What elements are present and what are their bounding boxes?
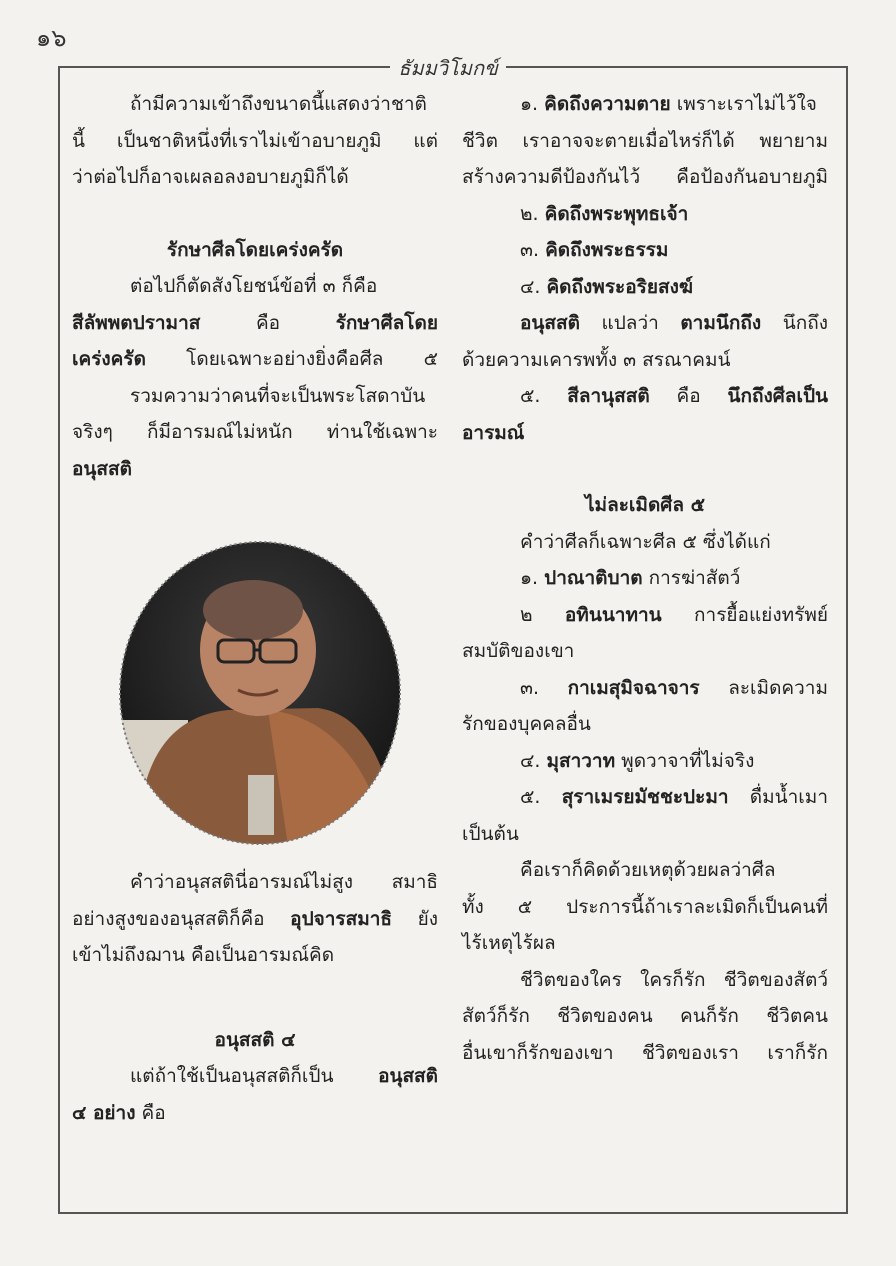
text-line: รักของบุคคลอื่น xyxy=(462,713,591,735)
text-line: จริงๆ ก็มีอารมณ์ไม่หนัก ท่านใช้เฉพาะ xyxy=(72,421,438,443)
text-line: ๒ อทินนาทาน การยื้อแย่งทรัพย์ xyxy=(520,603,828,626)
text-line: นี้ เป็นชาติหนึ่งที่เราไม่เข้าอบายภูมิ แต่ xyxy=(72,129,438,152)
text-line: ๓. กาเมสุมิจฉาจาร ละเมิดความ xyxy=(520,676,828,699)
text-line: สีลัพพตปรามาส คือ รักษาศีลโดย xyxy=(72,311,438,334)
text-line: ชีวิตของใคร ใครก็รัก ชีวิตของสัตว์ xyxy=(520,968,828,991)
monk-portrait-photo xyxy=(118,540,402,846)
page-number: ๑๖ xyxy=(36,24,67,52)
text-line: ๑. คิดถึงความตาย เพราะเราไม่ไว้ใจ xyxy=(520,93,817,115)
left-column-bottom xyxy=(72,864,438,1131)
text-line: ๔. มุสาวาท พูดวาจาที่ไม่จริง xyxy=(520,749,755,772)
text-line: คำว่าอนุสสตินี่อารมณ์ไม่สูง สมาธิ xyxy=(130,871,438,893)
text-line: ต่อไปก็ตัดสังโยชน์ข้อที่ ๓ ก็คือ xyxy=(130,275,378,297)
text-line: อารมณ์ xyxy=(462,421,525,444)
text-line: ๕. สุราเมรยมัชชะปะมา ดื่มน้ำเมา xyxy=(520,786,828,808)
text-line: ๓. คิดถึงพระธรรม xyxy=(520,239,669,261)
section-heading: รักษาศีลโดยเคร่งครัด xyxy=(166,238,344,261)
text-line: สร้างความดีป้องกันไว้ คือป้องกันอบายภูมิ xyxy=(462,166,828,188)
text-line: อื่นเขาก็รักของเขา ชีวิตของเรา เราก็รัก xyxy=(462,1041,828,1064)
text-line: อนุสสติ xyxy=(72,457,132,480)
left-column xyxy=(72,86,438,487)
text-line: อนุสสติ แปลว่า ตามนึกถึง นึกถึง xyxy=(520,312,828,334)
text-line: รวมความว่าคนที่จะเป็นพระโสดาบัน xyxy=(130,384,426,407)
text-line: เข้าไม่ถึงฌาน คือเป็นอารมณ์คิด xyxy=(72,944,335,966)
text-line: ๒. คิดถึงพระพุทธเจ้า xyxy=(520,202,689,225)
text-line: แต่ถ้าใช้เป็นอนุสสติก็เป็น อนุสสติ xyxy=(130,1065,438,1087)
text-line: เคร่งครัด โดยเฉพาะอย่างยิ่งคือศีล ๕ xyxy=(72,348,438,370)
text-line: คำว่าศีลก็เฉพาะศีล ๕ ซึ่งได้แก่ xyxy=(520,530,771,553)
running-header: ธัมมวิโมกข์ xyxy=(0,52,896,84)
text-line: ว่าต่อไปก็อาจเผลอลงอบายภูมิก็ได้ xyxy=(72,166,349,188)
text-line: ชีวิต เราอาจจะตายเมื่อไหร่ก็ได้ พยายาม xyxy=(462,129,828,152)
text-line: ไร้เหตุไร้ผล xyxy=(462,932,556,954)
text-line: สัตว์ก็รัก ชีวิตของคน คนก็รัก ชีวิตคน xyxy=(462,1005,828,1027)
text-line: อย่างสูงของอนุสสติก็คือ อุปจารสมาธิ ยัง xyxy=(72,907,438,930)
text-line: ๑. ปาณาติบาต การฆ่าสัตว์ xyxy=(520,567,741,589)
right-column xyxy=(462,86,828,1071)
text-line: เป็นต้น xyxy=(462,822,519,845)
text-line: ๔. คิดถึงพระอริยสงฆ์ xyxy=(520,275,693,298)
text-line: ๔ อย่าง คือ xyxy=(72,1101,166,1124)
section-heading: ไม่ละเมิดศีล ๕ xyxy=(585,494,705,516)
text-line: ถ้ามีความเข้าถึงขนาดนี้แสดงว่าชาติ xyxy=(130,93,427,115)
text-line: คือเราก็คิดด้วยเหตุด้วยผลว่าศีล xyxy=(520,859,776,881)
text-line: ทั้ง ๕ ประการนี้ถ้าเราละเมิดก็เป็นคนที่ xyxy=(462,895,828,918)
text-line: สมบัติของเขา xyxy=(462,640,575,662)
text-line: ๕. สีลานุสสติ คือ นึกถึงศีลเป็น xyxy=(520,385,828,407)
text-line: ด้วยความเคารพทั้ง ๓ สรณาคมน์ xyxy=(462,348,731,371)
section-heading: อนุสสติ ๔ xyxy=(214,1028,296,1051)
